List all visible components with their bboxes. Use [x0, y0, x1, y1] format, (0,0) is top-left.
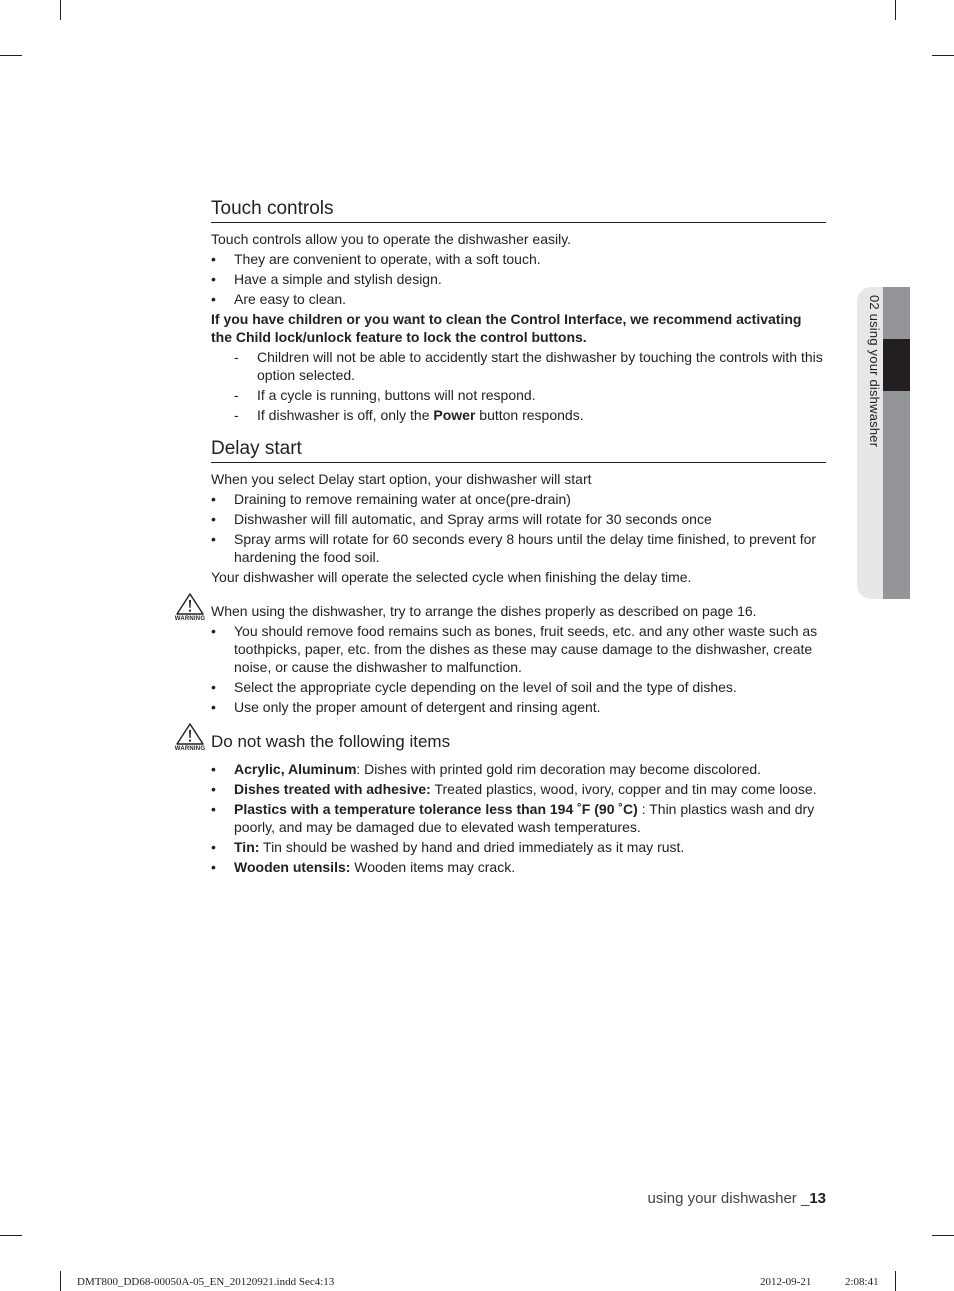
item-name: Acrylic, Aluminum [234, 761, 357, 777]
dash-text: button responds. [475, 407, 584, 423]
list-item: - Children will not be able to accidently start the dishwasher by touching the controls with this option selected. [234, 348, 826, 384]
delay-start-section [211, 438, 826, 586]
page-content [174, 198, 826, 878]
list-item: • Spray arms will rotate for 60 seconds every 8 hours until the delay time finished, to prevent for hardening the food soil. [211, 530, 826, 566]
crop-mark [932, 1235, 954, 1236]
touch-intro: Touch controls allow you to operate the dishwasher easily. [211, 231, 572, 247]
list-item: • Have a simple and stylish design. [211, 270, 826, 288]
footer-label: using your dishwasher _ [647, 1190, 810, 1207]
crop-mark [60, 0, 61, 20]
list-item: • Draining to remove remaining water at once(pre-drain) [211, 490, 826, 508]
list-item [211, 780, 826, 798]
list-item: • They are convenient to operate, with a soft touch. [211, 250, 826, 268]
item-name: Dishes treated with adhesive: [234, 781, 431, 797]
crop-mark [60, 1271, 61, 1291]
delay-intro: When you select Delay start option, your dishwasher will start [211, 471, 592, 487]
list-item [211, 760, 826, 778]
item-name: Wooden utensils: [234, 859, 351, 875]
list-item: • Are easy to clean. [211, 290, 826, 308]
delay-outro: Your dishwasher will operate the selected cycle when finishing the delay time. [211, 569, 692, 585]
crop-mark [932, 55, 954, 56]
list-item [211, 800, 826, 836]
list-item [234, 406, 826, 424]
item-text: : Thin plastics wash and dry poorly, and may be damaged due to elevated wash temperatures. [234, 801, 815, 835]
chapter-side-tab [857, 287, 910, 599]
warning-triangle-icon [175, 722, 205, 746]
crop-mark [895, 0, 896, 20]
touch-bullet-list [211, 250, 826, 308]
power-button-label: Power [433, 407, 476, 423]
tab-strip [883, 287, 910, 599]
chapter-label: 02 using your dishwasher [867, 295, 882, 448]
crop-mark [0, 1235, 22, 1236]
list-item: • Select the appropriate cycle depending on the level of soil and the type of dishes. [211, 678, 826, 696]
warning-label: WARNING [174, 746, 206, 752]
slug-file-info: DMT800_DD68-00050A-05_EN_20120921.indd Sec4:13 [77, 1276, 335, 1288]
touch-controls-section [211, 198, 826, 424]
slug-date: 2012-09-21 [760, 1276, 812, 1288]
list-item [211, 838, 826, 856]
list-item: • You should remove food remains such as bones, fruit seeds, etc. and any other waste such as toothpicks, paper, etc. from the dishes as these may cause damage to the dishwasher, create noise, or cause the dishwasher to malfunction. [211, 622, 826, 676]
tab-strip-marker [883, 339, 910, 391]
warning-triangle-icon [175, 592, 205, 616]
item-text: Tin should be washed by hand and dried immediately as it may rust. [259, 839, 685, 855]
list-item [211, 858, 826, 876]
item-name: Tin: [234, 839, 260, 855]
item-text: Treated plastics, wood, ivory, copper and tin may come loose. [430, 781, 817, 797]
warning-arrange-dishes [174, 602, 826, 716]
delay-start-heading: Delay start [211, 438, 826, 463]
page-number: 13 [809, 1190, 826, 1207]
item-text: Wooden items may crack. [350, 859, 516, 875]
do-not-wash-title: Do not wash the following items [211, 732, 451, 751]
delay-bullet-list [211, 490, 826, 566]
child-lock-dash-list [234, 348, 826, 424]
touch-controls-heading: Touch controls [211, 198, 826, 223]
crop-mark [895, 1271, 896, 1291]
list-item: • Use only the proper amount of detergent and rinsing agent. [211, 698, 826, 716]
list-item: - If a cycle is running, buttons will not respond. [234, 386, 826, 404]
warning-icon [173, 592, 207, 623]
child-lock-note: If you have children or you want to clean the Control Interface, we recommend activating the Child lock/unlock feature to lock the control buttons. [211, 311, 802, 345]
do-not-wash-list [211, 760, 826, 876]
warning-do-not-wash [174, 732, 826, 876]
warning-text: When using the dishwasher, try to arrange the dishes properly as described on page 16. [211, 603, 757, 619]
warning-bullet-list [211, 622, 826, 716]
warning-icon [173, 722, 207, 753]
list-item: • Dishwasher will fill automatic, and Spray arms will rotate for 30 seconds once [211, 510, 826, 528]
slug-time: 2:08:41 [845, 1276, 879, 1288]
page-footer [648, 1190, 826, 1207]
crop-mark [0, 55, 22, 56]
item-name: Plastics with a temperature tolerance less than 194 ˚F (90 ˚C) [234, 801, 638, 817]
warning-label: WARNING [174, 616, 206, 622]
item-text: : Dishes with printed gold rim decoration may become discolored. [356, 761, 762, 777]
dash-text: If dishwasher is off, only the [257, 407, 434, 423]
